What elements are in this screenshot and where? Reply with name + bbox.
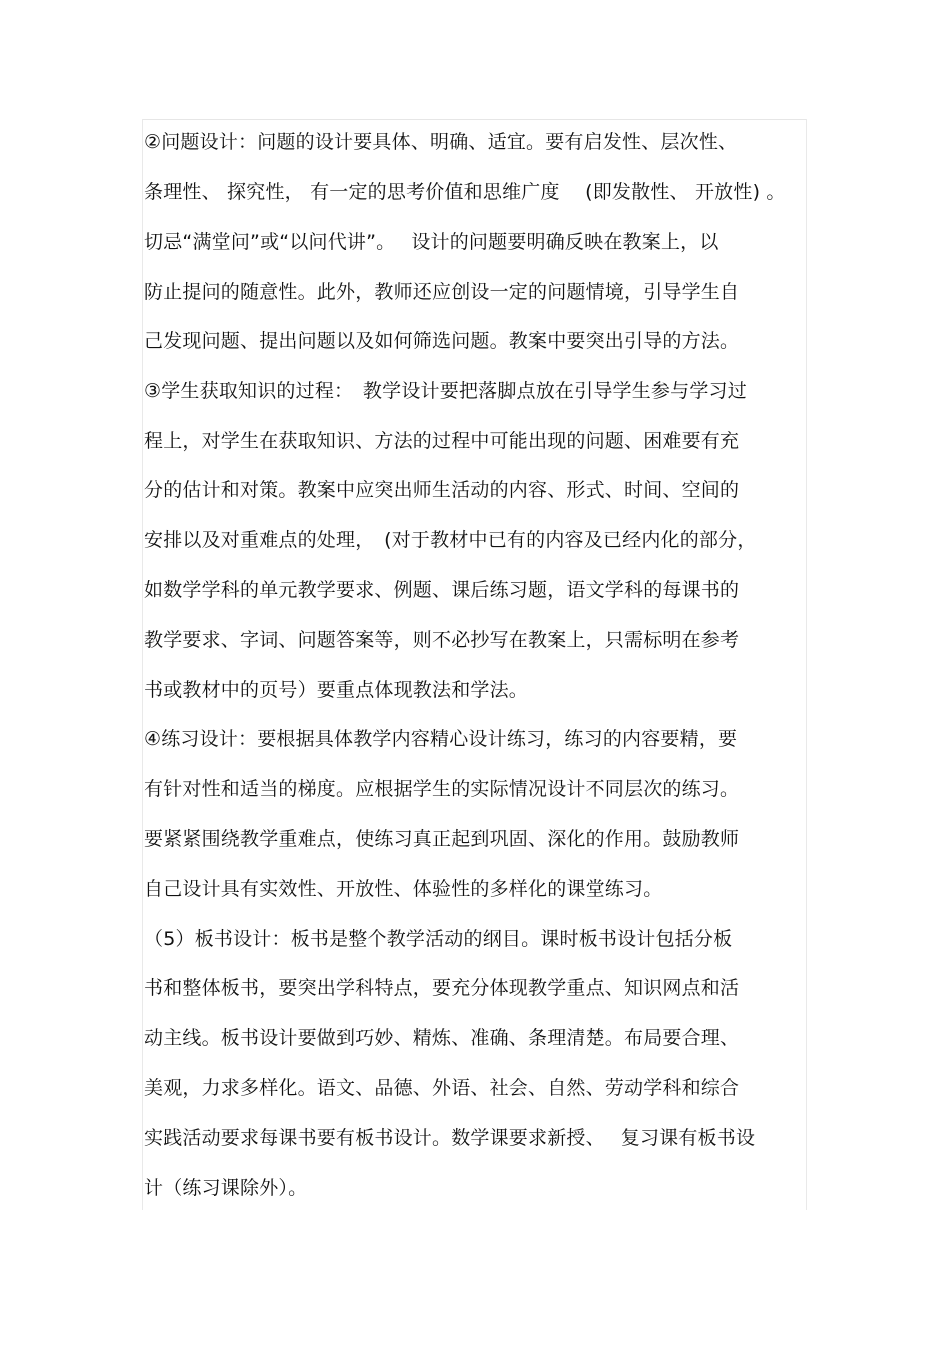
text-line: 防止提问的随意性。此外，教师还应创设一定的问题情境，引导学生自 (144, 281, 740, 303)
text-line: 实践活动要求每课书要有板书设计。数学课要求新授、 复习课有板书设 (144, 1127, 756, 1149)
text-line: 如数学学科的单元教学要求、例题、课后练习题，语文学科的每课书的 (144, 579, 740, 601)
text-line: 动主线。板书设计要做到巧妙、精炼、准确、条理清楚。布局要合理、 (144, 1027, 740, 1049)
text-line: ④练习设计：要根据具体教学内容精心设计练习，练习的内容要精，要 (144, 728, 738, 750)
text-line: 有针对性和适当的梯度。应根据学生的实际情况设计不同层次的练习。 (144, 778, 740, 800)
text-line: 自己设计具有实效性、开放性、体验性的多样化的课堂练习。 (144, 878, 663, 900)
text-line: 程上，对学生在获取知识、方法的过程中可能出现的问题、困难要有充 (144, 430, 740, 452)
text-line: 书和整体板书，要突出学科特点，要充分体现教学重点、知识网点和活 (144, 977, 740, 999)
text-line: 计（练习课除外）。 (144, 1177, 308, 1199)
text-line: 要紧紧围绕教学重难点，使练习真正起到巩固、深化的作用。鼓励教师 (144, 828, 740, 850)
text-line: 书或教材中的页号）要重点体现教法和学法。 (144, 679, 529, 701)
text-line: 条理性、 探究性， 有一定的思考价值和思维广度 (即发散性、 开放性) 。 (144, 181, 786, 203)
text-line: 安排以及对重难点的处理， (对于教材中已有的内容及已经内化的部分， (144, 529, 757, 551)
text-line: 美观，力求多样化。语文、品德、外语、社会、自然、劳动学科和综合 (144, 1077, 740, 1099)
text-line: 教学要求、字词、问题答案等，则不必抄写在教案上，只需标明在参考 (144, 629, 740, 651)
text-line: 分的估计和对策。教案中应突出师生活动的内容、形式、时间、空间的 (144, 479, 740, 501)
text-line: ③学生获取知识的过程： 教学设计要把落脚点放在引导学生参与学习过 (144, 380, 747, 402)
text-line: 切忌“满堂问”或“以问代讲”。 设计的问题要明确反映在教案上，以 (144, 231, 719, 253)
text-line: 己发现问题、提出问题以及如何筛选问题。教案中要突出引导的方法。 (144, 330, 740, 352)
text-line: （5）板书设计：板书是整个教学活动的纲目。课时板书设计包括分板 (144, 928, 733, 950)
text-line: ②问题设计：问题的设计要具体、明确、适宜。要有启发性、层次性、 (144, 131, 738, 153)
